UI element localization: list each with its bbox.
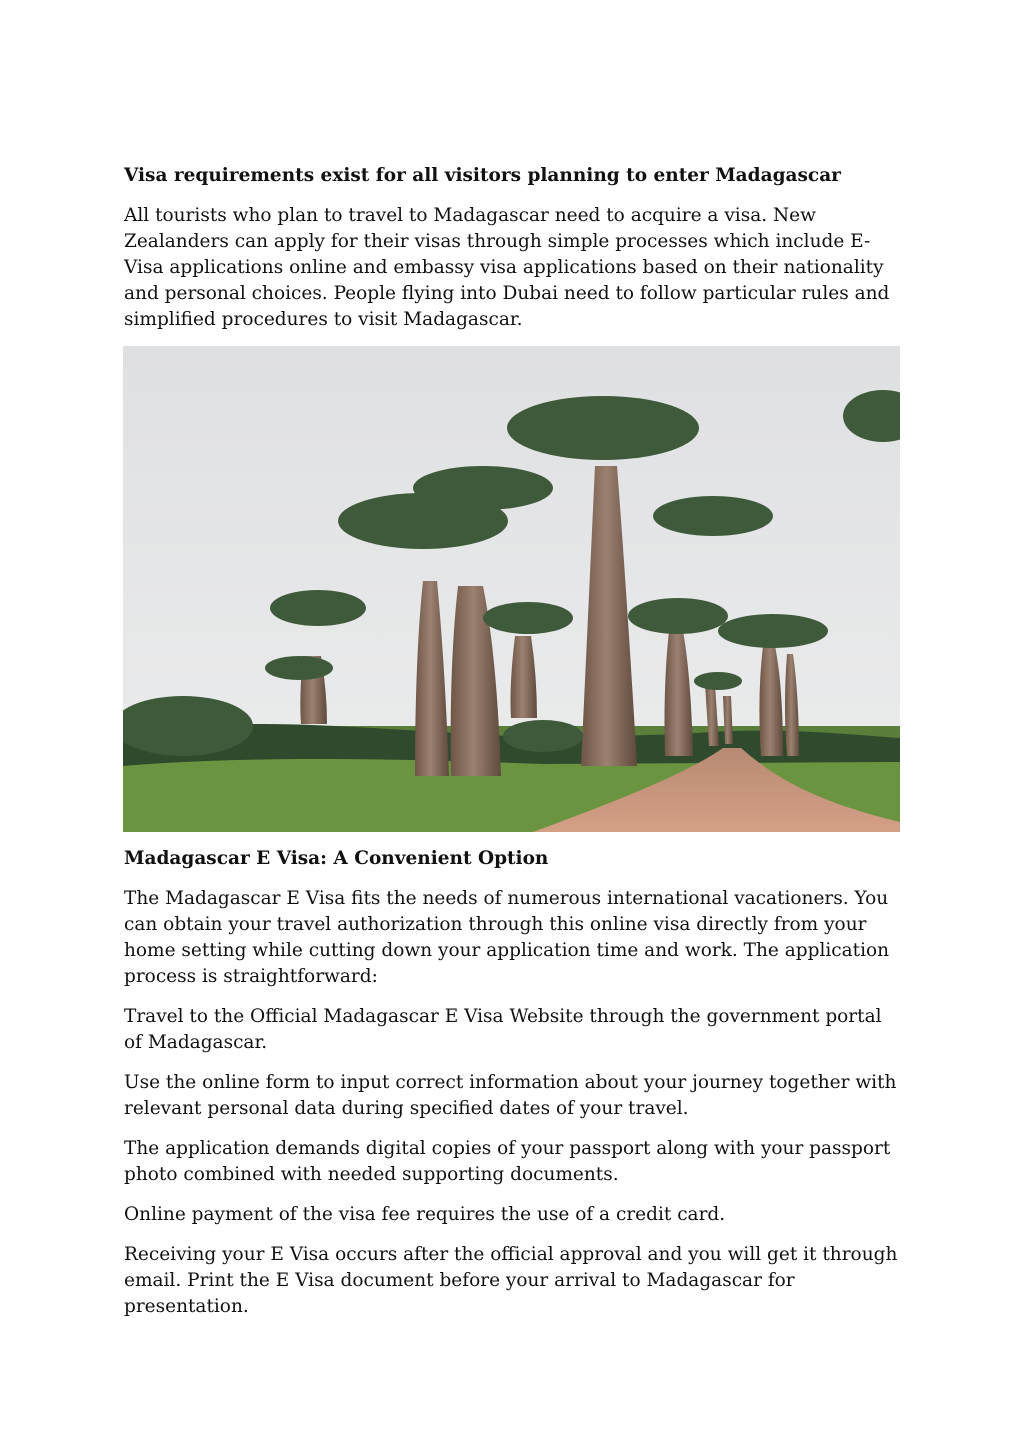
paragraph-step: The application demands digital copies of your passport along with your passport photo combined with needed supporting documents. bbox=[124, 1138, 891, 1185]
paragraph-e-visa-intro: The Madagascar E Visa fits the needs of numerous international vacationers. You can obtain your travel authorization through this online visa directly from your home setting while cutting down your application time and work. The application process is straightforward: bbox=[124, 888, 890, 987]
paragraph-step: Travel to the Official Madagascar E Visa Website through the government portal of Madagascar. bbox=[124, 1006, 882, 1053]
section-heading-visa-requirements: Visa requirements exist for all visitors planning to enter Madagascar bbox=[124, 165, 841, 186]
section-heading-e-visa: Madagascar E Visa: A Convenient Option bbox=[124, 848, 549, 869]
document-page bbox=[124, 163, 902, 1334]
paragraph-step: Use the online form to input correct information about your journey together with relevant personal data during specified dates of your travel. bbox=[124, 1072, 897, 1119]
paragraph-step: Receiving your E Visa occurs after the official approval and you will get it through email. Print the E Visa document before your arrival to Madagascar for presentation. bbox=[124, 1244, 898, 1317]
paragraph-step: Online payment of the visa fee requires the use of a credit card. bbox=[124, 1204, 726, 1225]
paragraph-visa-requirements: All tourists who plan to travel to Madagascar need to acquire a visa. New Zealanders can apply for their visas through simple processes which include E-Visa applications online and embassy visa applications based on their nationality and personal choices. People flying into Dubai need to follow particular rules and simplified procedures to visit Madagascar. bbox=[124, 205, 890, 330]
baobab-photo bbox=[123, 346, 900, 832]
